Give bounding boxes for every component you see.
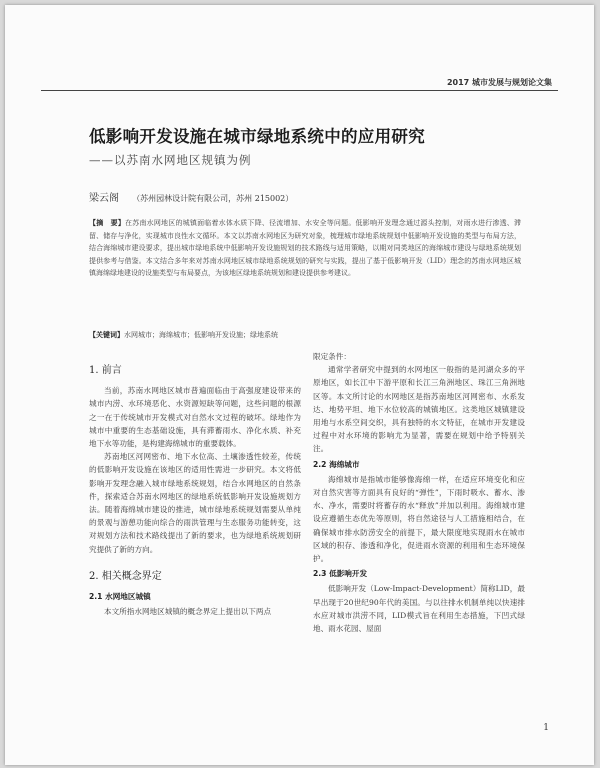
section-1-paragraph-1: 当前，苏南水网地区城市普遍面临由于高强度建设带来的城市内涝、水环境恶化、水资源短缺等问题，这些问题的根源之一在于传统城市开发模式对自然水文过程的破坏。绿地作为城市中重要的生态基础设施，具有滞蓄雨水、净化水质、补充地下水等功能，是构建海绵城市的重要载体。 [89,386,301,449]
abstract-text: 在苏南水网地区的城镇面临着水体水质下降、径流增加、水安全等问题。低影响开发理念通过源头控制，对雨水进行渗透、滞留、储存与净化，实现城市良性水文循环。本文以苏南水网地区为研究对象，梳理城市绿地系统规划中低影响开发设施的类型与布局方法，结合海绵城市建设要求，提出城市绿地系统中低影响开发设施规划的技术路线与适用策略，以期对同类地区的海绵城市建设与绿地系统规划提供参考与借鉴。本文结合多年来对苏南水网地区城市绿地系统规划的研究与实践，提出了基于低影响开发（LID）理念的苏南水网地区城镇海绵绿地建设的设施类型与布局要点，为该地区绿地系统规划和建设提供参考建议。 [89,219,522,278]
keywords-text: 水网城市；海绵城市；低影响开发设施；绿地系统 [124,331,278,339]
running-header: 2017 城市发展与规划论文集 [446,78,552,87]
section-1-paragraph-2: 苏南地区河网密布、地下水位高、土壤渗透性较差，传统的低影响开发设施在该地区的适用性需进一步研究。本文将低影响开发理念融入城市绿地系统规划，结合水网地区的自然条件，探索适合苏南水网地区的绿地系统低影响开发设施规划方法。随着海绵城市建设的推进，城市绿地系统规划需要从单纯的景观与游憩功能向综合的雨洪管理与生态服务功能转变，这对规划方法和技术路线提出了新的要求，也为绿地系统规划研究提供了新的方向。 [89,452,301,554]
keywords [89,330,521,340]
header-rule [41,90,558,91]
section-2-1-heading: 2.1 水网地区城镇 [89,592,151,602]
right-column [313,350,525,635]
right-paragraph-1: 通常学者研究中提到的水网地区一般指的是河湖众多的平原地区，如长江中下游平原和长江三角洲地区、珠江三角洲地区等。本文所讨论的水网地区是指苏南地区河网密布、水系发达、地势平坦、地下水位较高的城镇地区。这类地区城镇建设用地与水系空间交织，具有独特的水文特征，在城市开发建设过程中对水环境的影响尤为显著，需要在规划中给予特别关注。 [313,365,525,454]
abstract [89,217,521,280]
section-2-1-text: 本文所指水网地区城镇的概念界定上提出以下两点 [104,607,272,617]
section-2-3-heading: 2.3 低影响开发 [313,569,368,579]
section-2-3-text: 低影响开发（Low-Impact-Development）简称LID，最早出现于20世纪90年代的美国。与以往排水机制单纯以快速排水应对城市洪涝不同，LID模式旨在利用生态措施，下凹式绿地、雨水花园、屋面 [313,584,525,634]
left-column [89,350,301,618]
abstract-label: 【摘 要】 [89,218,126,227]
article-subtitle: ——以苏南水网地区规镇为例 [89,153,252,167]
paper-page [5,5,594,765]
author-affiliation: （苏州园林设计院有限公司，苏州 215002） [132,194,294,203]
page-number: 1 [543,723,549,733]
section-1-heading: 1. 前言 [89,365,122,376]
section-2-heading: 2. 相关概念界定 [89,570,162,582]
author-line [89,189,293,204]
keywords-label: 【关键词】 [89,330,124,339]
section-2-2-heading: 2.2 海绵城市 [313,459,360,469]
article-title: 低影响开发设施在城市绿地系统中的应用研究 [89,127,425,146]
right-continuation: 限定条件： [313,352,351,361]
section-2-2-text: 海绵城市是指城市能够像海绵一样，在适应环境变化和应对自然灾害等方面具有良好的“弹性”，下雨时吸水、蓄水、渗水、净水，需要时将蓄存的水“释放”并加以利用。海绵城市建设应遵循生态优先等原则，将自然途径与人工措施相结合，在确保城市排水防涝安全的前提下，最大限度地实现雨水在城市区域的积存、渗透和净化，促进雨水资源的利用和生态环境保护。 [313,474,525,564]
author-name: 梁云阁 [89,193,119,204]
